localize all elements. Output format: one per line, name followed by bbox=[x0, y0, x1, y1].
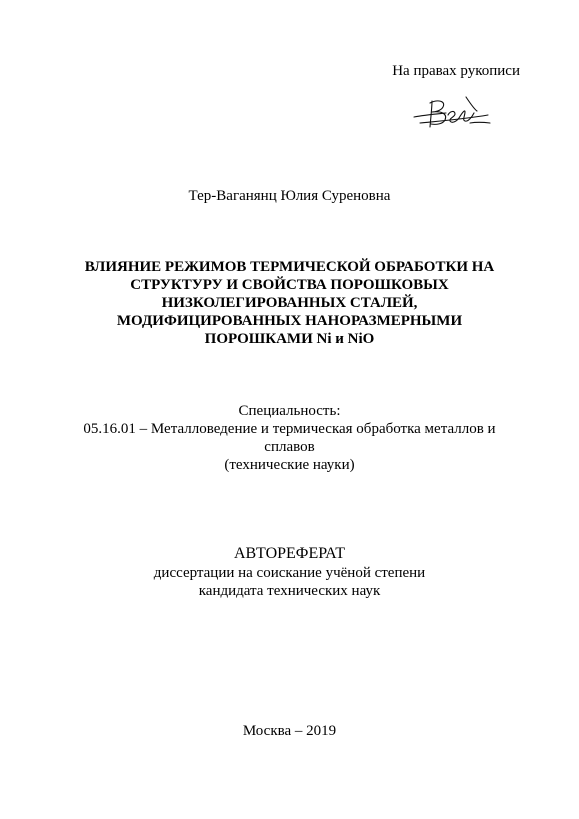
abstract-line: кандидата технических наук bbox=[198, 583, 381, 599]
title-line: СТРУКТУРУ И СВОЙСТВА ПОРОШКОВЫХ bbox=[130, 277, 449, 293]
handwritten-signature bbox=[410, 93, 492, 131]
title-line: ПОРОШКАМИ Ni и NiO bbox=[204, 331, 375, 347]
abstract-description bbox=[0, 564, 579, 600]
speciality-line: (технические науки) bbox=[224, 457, 355, 473]
title-line: МОДИФИЦИРОВАННЫХ НАНОРАЗМЕРНЫМИ bbox=[116, 313, 463, 329]
dissertation-title bbox=[0, 258, 579, 348]
manuscript-rights-note: На правах рукописи bbox=[392, 63, 520, 79]
speciality-label: Специальность: bbox=[238, 403, 341, 419]
speciality-line: 05.16.01 – Металловедение и термическая обработка металлов и bbox=[83, 421, 496, 437]
author-name: Тер-Ваганянц Юлия Суреновна bbox=[188, 188, 391, 204]
title-line: НИЗКОЛЕГИРОВАННЫХ СТАЛЕЙ, bbox=[161, 295, 418, 311]
abstract-line: диссертации на соискание учёной степени bbox=[153, 565, 426, 581]
speciality-line: сплавов bbox=[264, 439, 315, 455]
abstract-label: АВТОРЕФЕРАТ bbox=[234, 545, 345, 562]
title-line: ВЛИЯНИЕ РЕЖИМОВ ТЕРМИЧЕСКОЙ ОБРАБОТКИ НА bbox=[84, 259, 495, 275]
speciality-description bbox=[0, 420, 579, 474]
place-and-year: Москва – 2019 bbox=[242, 723, 337, 739]
